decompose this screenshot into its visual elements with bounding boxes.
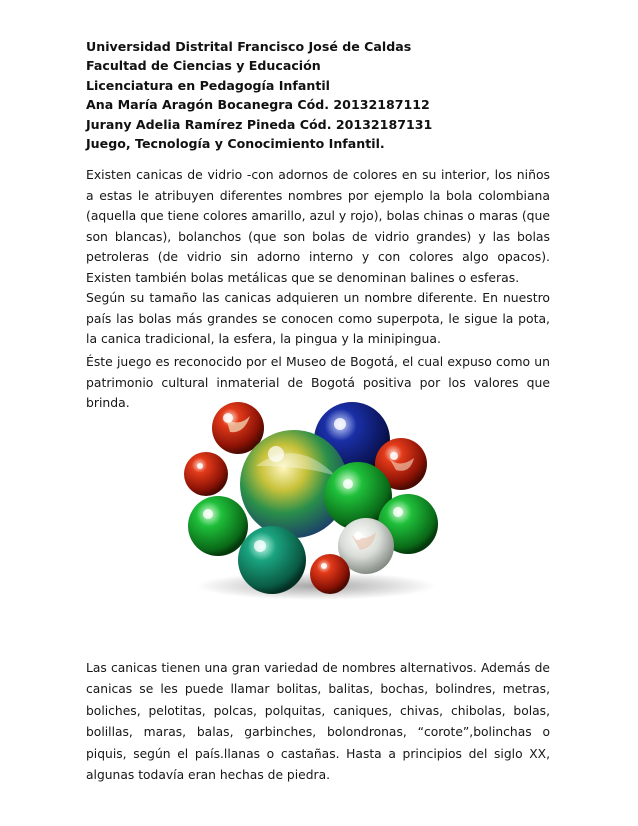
header-course: Juego, Tecnología y Conocimiento Infantil.	[86, 136, 385, 152]
marbles-photo	[176, 396, 462, 602]
paragraph-alternative-names: Las canicas tienen una gran variedad de nombres alternativos. Además de canicas se les puede llamar bolitas, balitas, bochas, bolindres, metras, boliches, pelotitas, polcas, polquitas, caniques, chivas, chibolas, bolas, bolillas, maras, balas, garbinches, bolondronas, “corote”,bolinchas o piquis, según el país.llanas o castañas. Hasta a principios del siglo XX, algunas todavía eran hechas de piedra.	[86, 661, 550, 783]
paragraph-marble-sizes: Según su tamaño las canicas adquieren un nombre diferente. En nuestro país las bolas más grandes se conocen como superpota, le sigue la pota, la canica tradicional, la esfera, la pingua y la minipingua.	[86, 290, 550, 347]
document-header	[86, 37, 556, 153]
paragraph-museum: Éste juego es reconocido por el Museo de Bogotá, el cual expuso como un patrimonio cultural inmaterial de Bogotá positiva por los valores que brinda.	[86, 354, 550, 411]
header-author-2: Jurany Adelia Ramírez Pineda Cód. 20132187131	[86, 116, 433, 132]
header-program: Licenciatura en Pedagogía Infantil	[86, 77, 330, 93]
paragraph-glass-marbles: Existen canicas de vidrio -con adornos de colores en su interior, los niños a estas le atribuyen diferentes nombres por ejemplo la bola colombiana (aquella que tiene colores amarillo, azul y rojo), bolas chinas o maras (que son blancas), bolanchos (que son bolas de vidrio grandes) y las bolas petroleras (de vidrio sin adorno interno y con colores algo opacos). Existen también bolas metálicas que se denominan balines o esferas.	[86, 167, 550, 285]
header-university: Universidad Distrital Francisco José de Caldas	[86, 39, 412, 54]
header-author-1: Ana María Aragón Bocanegra Cód. 20132187112	[86, 97, 430, 113]
header-faculty: Facultad de Ciencias y Educación	[86, 58, 321, 74]
